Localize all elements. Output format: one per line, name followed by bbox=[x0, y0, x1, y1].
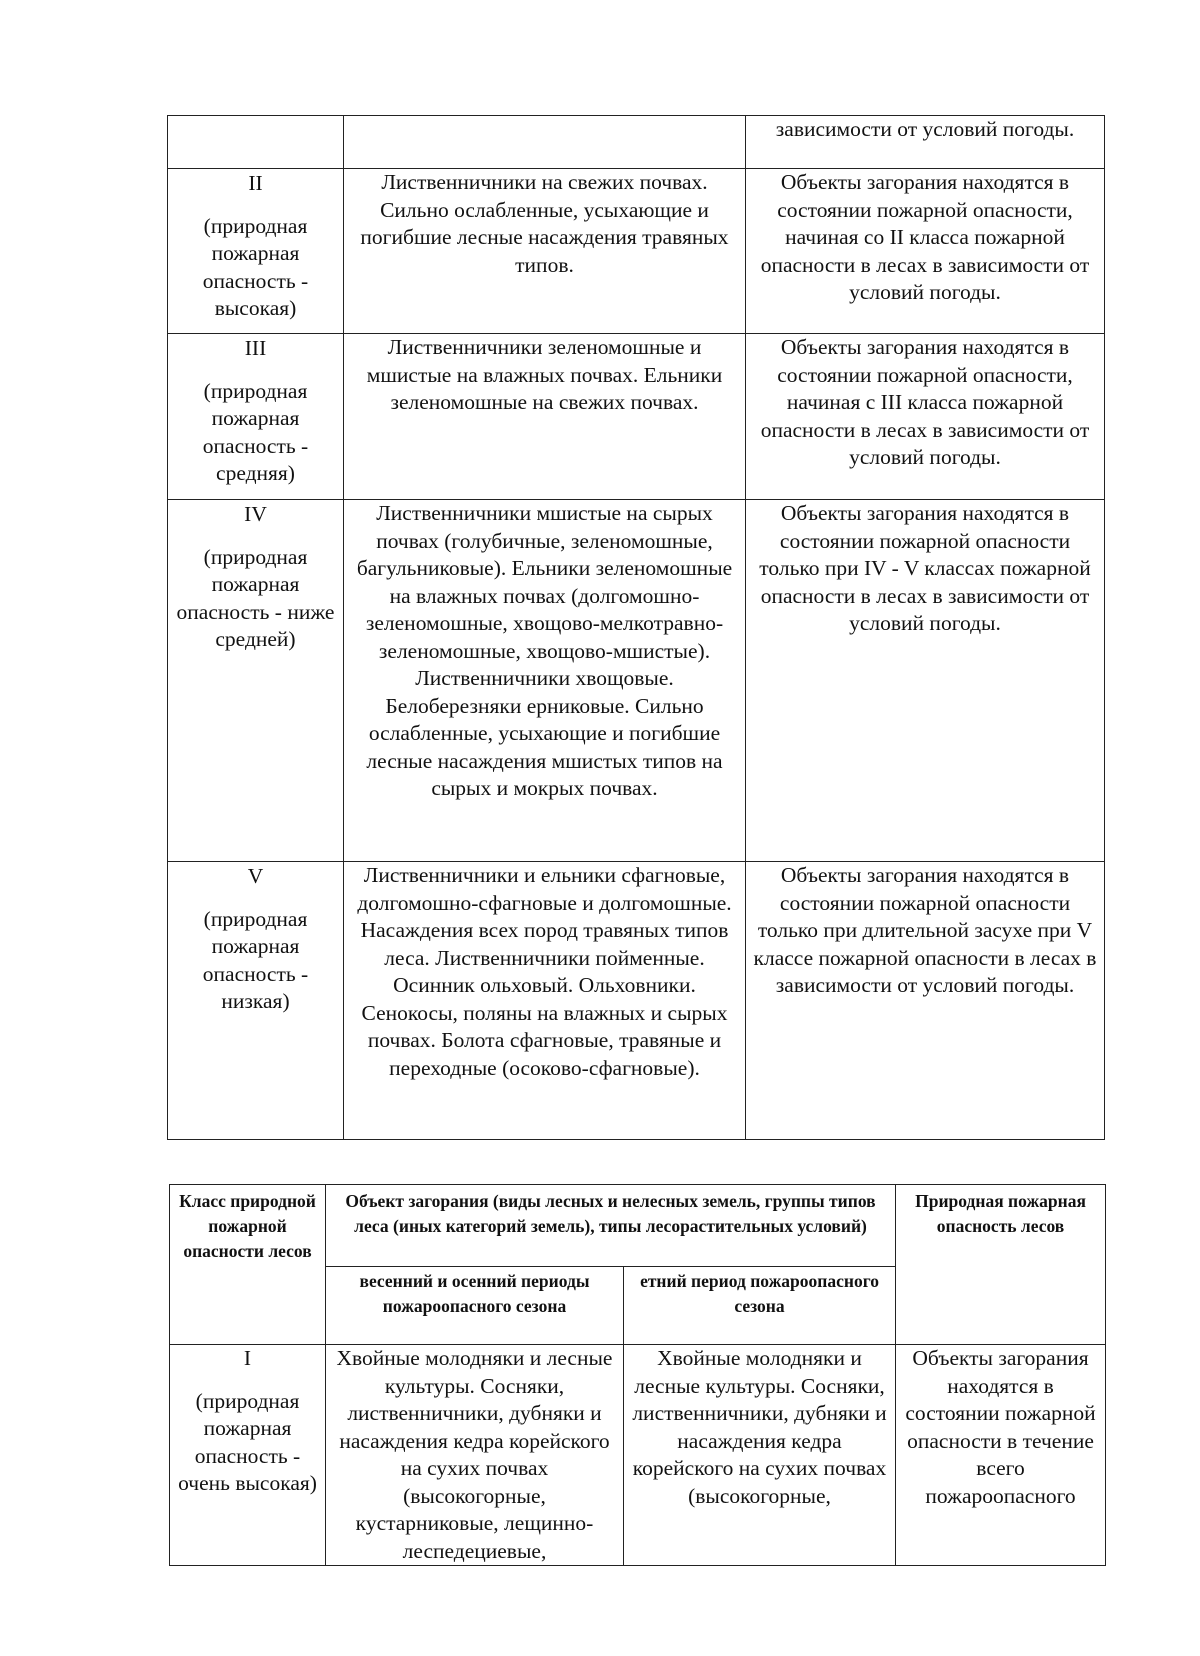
class-cell bbox=[168, 334, 344, 500]
subheader-spring-autumn: весенний и осенний периоды пожароопасного сезона bbox=[326, 1267, 624, 1345]
header-danger: Природная пожарная опасность лесов bbox=[896, 1185, 1106, 1345]
table-row bbox=[168, 862, 1105, 1140]
objects-cell: Лиственничники мшистые на сырых почвах (голубичные, зеленомошные, багульниковые). Ельники зеленомошные на влажных почвах (долгомошно-зеленомошные, хвощово-мелкотравно-зеленомошные, хвощово-мшистые). Лиственничники хвощовые. Белоберезняки ерниковые. Сильно ослабленные, усыхающие и погибшие лесные насаждения мшистых типов на сырых и мокрых почвах. bbox=[344, 500, 746, 862]
header-object: Объект загорания (виды лесных и нелесных земель, группы типов леса (иных категорий земель), типы лесорастительных условий) bbox=[326, 1185, 896, 1267]
class-cell bbox=[168, 116, 344, 169]
table-row bbox=[168, 334, 1105, 500]
class-number: III bbox=[244, 336, 267, 360]
danger-cell: зависимости от условий погоды. bbox=[746, 116, 1105, 169]
objects-cell bbox=[344, 116, 746, 169]
class-cell bbox=[168, 169, 344, 334]
objects-cell: Лиственничники на свежих почвах. Сильно ослабленные, усыхающие и погибшие лесные насаждения травяных типов. bbox=[344, 169, 746, 334]
class-number: II bbox=[248, 171, 263, 195]
danger-cell: Объекты загорания находятся в состоянии пожарной опасности, начиная со II класса пожарной опасности в лесах в зависимости от условий погоды. bbox=[746, 169, 1105, 334]
danger-cell: Объекты загорания находятся в состоянии пожарной опасности в течение всего пожароопасного bbox=[896, 1345, 1106, 1566]
class-number: IV bbox=[244, 502, 267, 526]
class-number: I bbox=[243, 1346, 252, 1370]
header-class: Класс природной пожарной опасности лесов bbox=[170, 1185, 326, 1345]
danger-cell: Объекты загорания находятся в состоянии пожарной опасности только при IV - V классах пожарной опасности в лесах в зависимости от условий погоды. bbox=[746, 500, 1105, 862]
objects-cell: Лиственничники зеленомошные и мшистые на влажных почвах. Ельники зеленомошные на свежих почвах. bbox=[344, 334, 746, 500]
subheader-summer: етний период пожароопасного сезона bbox=[624, 1267, 896, 1345]
class-description: (природная пожарная опасность - высокая) bbox=[202, 213, 309, 320]
table-row bbox=[168, 169, 1105, 334]
class-number: V bbox=[247, 864, 264, 888]
danger-cell: Объекты загорания находятся в состоянии пожарной опасности, начиная с III класса пожарной опасности в лесах в зависимости от условий погоды. bbox=[746, 334, 1105, 500]
danger-cell: Объекты загорания находятся в состоянии пожарной опасности только при длительной засухе при V классе пожарной опасности в лесах в зависимости от условий погоды. bbox=[746, 862, 1105, 1140]
class-cell bbox=[168, 500, 344, 862]
class-description: (природная пожарная опасность - средняя) bbox=[202, 378, 309, 485]
summer-cell: Хвойные молодняки и лесные культуры. Сосняки, лиственничники, дубняки и насаждения кедра корейского на сухих почвах (высокогорные, bbox=[624, 1345, 896, 1566]
header-row bbox=[170, 1185, 1106, 1267]
table-row bbox=[168, 500, 1105, 862]
class-cell bbox=[168, 862, 344, 1140]
spring-autumn-cell: Хвойные молодняки и лесные культуры. Сосняки, лиственничники, дубняки и насаждения кедра корейского на сухих почвах (высокогорные, кустарниковые, лещинно-леспедециевые, bbox=[326, 1345, 624, 1566]
class-cell bbox=[170, 1345, 326, 1566]
class-description: (природная пожарная опасность - низкая) bbox=[202, 906, 309, 1013]
objects-cell: Лиственничники и ельники сфагновые, долгомошно-сфагновые и долгомошные. Насаждения всех пород травяных типов леса. Лиственничники пойменные. Осинник ольховый. Ольховники. Сенокосы, поляны на влажных и сырых почвах. Болота сфагновые, травяные и переходные (осоково-сфагновые). bbox=[344, 862, 746, 1140]
table-row bbox=[170, 1345, 1106, 1566]
fire-danger-table-header bbox=[169, 1184, 1106, 1566]
fire-danger-table-continued bbox=[167, 115, 1105, 1140]
table-row bbox=[168, 116, 1105, 169]
class-description: (природная пожарная опасность - ниже средней) bbox=[176, 544, 335, 651]
class-description: (природная пожарная опасность - очень высокая) bbox=[178, 1388, 317, 1495]
